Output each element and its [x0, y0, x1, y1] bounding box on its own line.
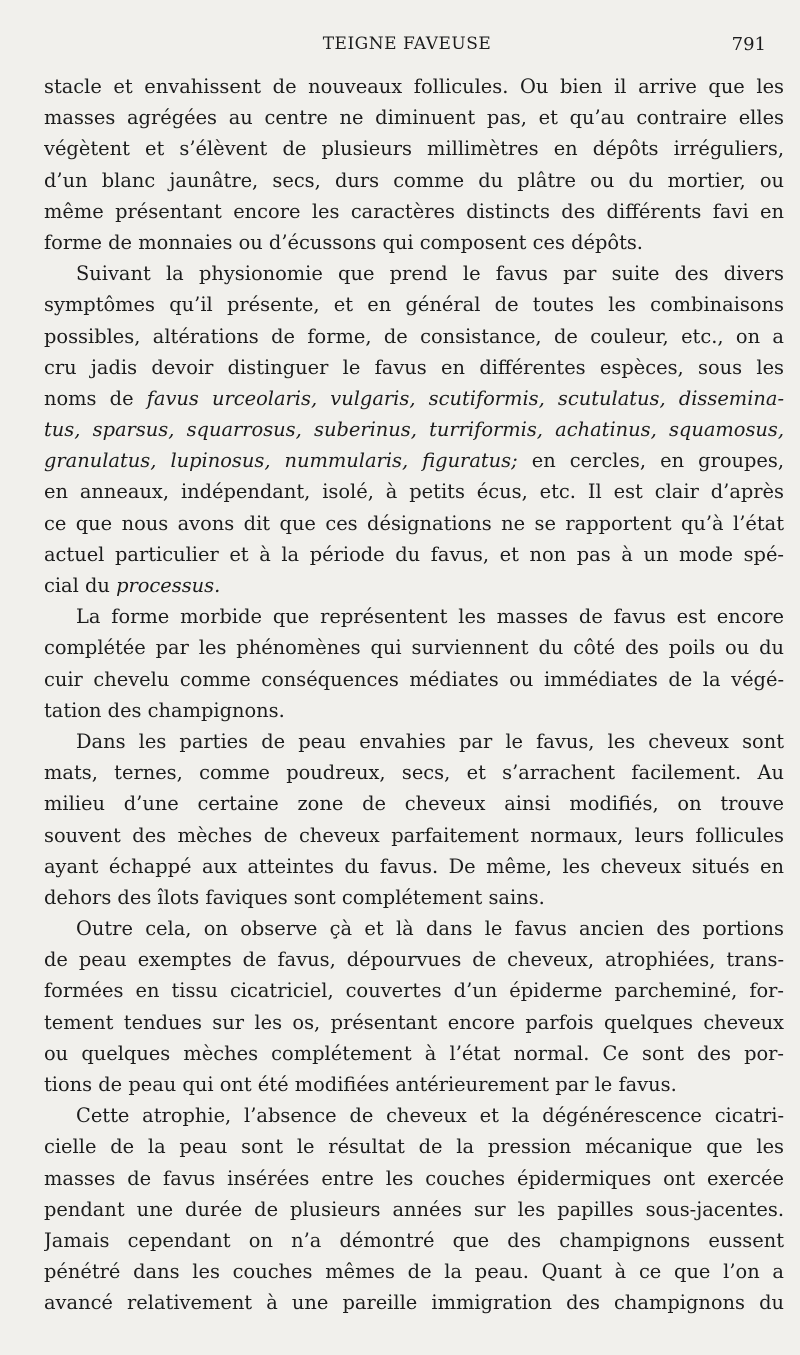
text-line	[44, 1287, 784, 1318]
text-line	[44, 383, 784, 414]
text-segment: cuir chevelu comme conséquences médiates ou immédiates de la végé-	[44, 667, 784, 691]
text-line	[44, 476, 784, 507]
text-segment: Cette atrophie, l’absence de cheveux et la dégénérescence cicatri-	[76, 1104, 784, 1128]
text-segment: pendant une durée de plusieurs années sur les papilles sous-jacentes.	[44, 1197, 784, 1221]
text-line	[44, 601, 784, 632]
text-segment: dehors des îlots faviques sont complétement sains.	[44, 885, 545, 909]
text-line	[44, 944, 784, 975]
text-line	[44, 71, 784, 102]
text-line	[44, 851, 784, 882]
text-segment: tation des champignons.	[44, 698, 285, 722]
text-segment: Outre cela, on observe çà et là dans le favus ancien des portions	[76, 917, 784, 941]
text-line	[44, 539, 784, 570]
text-line	[44, 1131, 784, 1162]
text-segment: milieu d’une certaine zone de cheveux ainsi modifiés, on trouve	[44, 792, 784, 816]
text-segment: ou quelques mèches complétement à l’état normal. Ce sont des por-	[44, 1041, 784, 1065]
text-line	[44, 757, 784, 788]
text-line	[44, 102, 784, 133]
text-line	[44, 695, 784, 726]
text-segment: noms de	[44, 386, 147, 410]
text-segment: formées en tissu cicatriciel, couvertes d’un épiderme parcheminé, for-	[44, 979, 784, 1003]
running-title: TEIGNE FAVEUSE	[322, 34, 492, 54]
page-header	[40, 34, 774, 56]
text-line	[44, 1038, 784, 1069]
text-segment: ayant échappé aux atteintes du favus. De même, les cheveux situés en	[44, 854, 784, 878]
text-line	[44, 726, 784, 757]
text-line	[44, 632, 784, 663]
italic-text: granulatus, lupinosus, nummularis, figuratus;	[44, 449, 518, 473]
text-segment: tions de peau qui ont été modifiées antérieurement par le favus.	[44, 1073, 677, 1096]
text-line	[44, 165, 784, 196]
text-segment: ce que nous avons dit que ces désignations ne se rapportent qu’à l’état	[44, 511, 784, 535]
text-line	[44, 913, 784, 944]
text-segment: pénétré dans les couches mêmes de la peau. Quant à ce que l’on a	[44, 1260, 784, 1284]
body-text	[44, 71, 784, 1319]
text-line	[44, 664, 784, 695]
text-line	[44, 1069, 784, 1100]
text-line	[44, 1194, 784, 1225]
text-segment: Suivant la physionomie que prend le favus par suite des divers	[76, 262, 784, 286]
italic-text: processus.	[116, 574, 221, 597]
text-line	[44, 1256, 784, 1287]
text-line	[44, 289, 784, 320]
text-segment: La forme morbide que représentent les masses de favus est encore	[76, 605, 784, 629]
text-line	[44, 820, 784, 851]
text-segment: masses agrégées au centre ne diminuent pas, et qu’au contraire elles	[44, 106, 784, 130]
text-line	[44, 975, 784, 1006]
text-line	[44, 321, 784, 352]
text-line	[44, 508, 784, 539]
text-segment: en cercles, en groupes,	[517, 449, 784, 473]
text-segment: Dans les parties de peau envahies par le favus, les cheveux sont	[76, 729, 784, 753]
text-segment: d’un blanc jaunâtre, secs, durs comme du plâtre ou du mortier, ou	[44, 168, 784, 192]
text-line	[44, 1007, 784, 1038]
text-segment: stacle et envahissent de nouveaux follicules. Ou bien il arrive que les	[44, 75, 784, 98]
text-segment: symptômes qu’il présente, et en général de toutes les combinaisons	[44, 293, 784, 317]
text-segment: cru jadis devoir distinguer le favus en différentes espèces, sous les	[44, 355, 784, 379]
text-line	[44, 227, 784, 258]
text-line	[44, 258, 784, 289]
text-segment: actuel particulier et à la période du favus, et non pas à un mode spé-	[44, 542, 784, 566]
text-segment: même présentant encore les caractères distincts des différents favi en	[44, 199, 784, 223]
text-line	[44, 352, 784, 383]
text-segment: souvent des mèches de cheveux parfaitement normaux, leurs follicules	[44, 823, 784, 847]
text-segment: cial du	[44, 574, 117, 597]
text-segment: forme de monnaies ou d’écussons qui composent ces dépôts.	[44, 230, 643, 254]
text-line	[44, 1163, 784, 1194]
text-line	[44, 414, 784, 445]
page-number: 791	[731, 34, 766, 55]
text-line	[44, 1100, 784, 1131]
text-segment: en anneaux, indépendant, isolé, à petits écus, etc. Il est clair d’après	[44, 480, 784, 504]
text-segment: végètent et s’élèvent de plusieurs millimètres en dépôts irréguliers,	[44, 137, 784, 161]
text-segment: possibles, altérations de forme, de consistance, de couleur, etc., on a	[44, 324, 784, 348]
text-segment: mats, ternes, comme poudreux, secs, et s’arrachent facilement. Au	[44, 761, 784, 785]
text-line	[44, 445, 784, 476]
text-segment: cielle de la peau sont le résultat de la pression mécanique que les	[44, 1135, 784, 1159]
italic-text: favus urceolaris, vulgaris, scutiformis, scutulatus, dissemina-	[146, 386, 784, 410]
italic-text: tus, sparsus, squarrosus, suberinus, turriformis, achatinus, squamosus,	[44, 418, 784, 442]
text-segment: Jamais cependant on n’a démontré que des champignons eussent	[44, 1228, 784, 1252]
text-segment: tement tendues sur les os, présentant encore parfois quelques cheveux	[44, 1010, 784, 1034]
text-line	[44, 1225, 784, 1256]
text-line	[44, 570, 784, 601]
text-segment: avancé relativement à une pareille immigration des champignons du	[44, 1291, 784, 1315]
text-segment: masses de favus insérées entre les couches épidermiques ont exercée	[44, 1166, 784, 1190]
text-line	[44, 788, 784, 819]
text-segment: de peau exemptes de favus, dépourvues de cheveux, atrophiées, trans-	[44, 948, 784, 972]
text-line	[44, 882, 784, 913]
text-line	[44, 196, 784, 227]
text-segment: complétée par les phénomènes qui surviennent du côté des poils ou du	[44, 636, 784, 660]
text-line	[44, 133, 784, 164]
